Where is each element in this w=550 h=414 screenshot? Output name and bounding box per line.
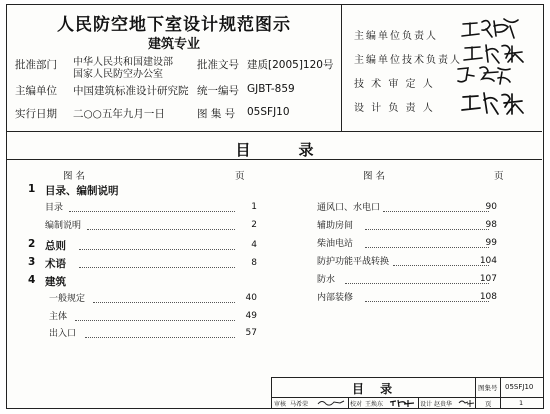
column-header-name-right: 图 名 bbox=[363, 171, 386, 182]
title-block-page-value: 1 bbox=[519, 399, 524, 407]
approval-dept-value-1: 中华人民共和国建设部 bbox=[73, 57, 173, 68]
toc-entry-page: 108 bbox=[479, 292, 497, 302]
section-title: 目录、编制说明 bbox=[45, 185, 119, 197]
title-block-page-label: 页 bbox=[485, 400, 492, 408]
signature-role-3: 技 术 审 定 人 bbox=[354, 79, 435, 90]
unified-no-label: 统一编号 bbox=[197, 85, 239, 97]
dot-leader bbox=[85, 337, 235, 338]
title-block-divider bbox=[500, 378, 501, 409]
approval-dept-label: 批准部门 bbox=[15, 59, 57, 71]
toc-entry-label: 通风口、水电口 bbox=[317, 203, 381, 213]
drawing-sheet bbox=[6, 4, 544, 409]
title-block-atlas-label: 图集号 bbox=[478, 384, 498, 392]
atlas-subtitle: 建筑专业 bbox=[147, 37, 200, 52]
toc-entry-label: 防水 bbox=[317, 275, 336, 285]
toc-entry-label: 编制说明 bbox=[45, 221, 82, 231]
check-name: 王焕东 bbox=[365, 401, 384, 408]
effective-date-value: 二○○五年九月一日 bbox=[73, 108, 165, 120]
review-label: 审核 bbox=[274, 401, 287, 408]
dot-leader bbox=[87, 229, 235, 230]
section-number: 4 bbox=[28, 274, 36, 286]
toc-entry-page: 98 bbox=[485, 220, 497, 230]
header-info bbox=[7, 5, 341, 131]
section-title: 建筑 bbox=[45, 276, 66, 288]
atlas-title: 人民防空地下室设计规范图示 bbox=[57, 15, 291, 35]
toc-divider bbox=[7, 159, 542, 160]
dot-leader bbox=[93, 302, 235, 303]
signature-panel bbox=[341, 5, 543, 131]
title-block bbox=[271, 377, 543, 409]
review-name: 马希荣 bbox=[290, 401, 309, 408]
column-header-name-left: 图 名 bbox=[63, 171, 86, 182]
column-header-page-right: 页 bbox=[494, 171, 504, 182]
review-signature bbox=[316, 398, 346, 408]
unified-no-value: GJBT-859 bbox=[247, 83, 295, 95]
effective-date-label: 实行日期 bbox=[15, 108, 57, 120]
toc-entry-label: 出入口 bbox=[49, 329, 77, 339]
approval-dept-value-2: 国家人民防空办公室 bbox=[73, 69, 163, 80]
toc-entry-label: 内部装修 bbox=[317, 293, 354, 303]
signature-role-1: 主编单位负责人 bbox=[354, 31, 438, 42]
design-name: 赵贵华 bbox=[434, 401, 453, 408]
signature-role-4: 设 计 负 责 人 bbox=[354, 103, 435, 114]
dot-leader bbox=[69, 211, 235, 212]
toc-entry-label: 主体 bbox=[49, 312, 68, 322]
editor-unit-label: 主编单位 bbox=[15, 85, 57, 97]
toc-entry-page: 57 bbox=[245, 328, 257, 338]
approval-doc-label: 批准文号 bbox=[197, 59, 239, 71]
drawing-name: 目 录 bbox=[352, 382, 399, 396]
toc-entry-page: 99 bbox=[485, 238, 497, 248]
handwritten-signature-4 bbox=[460, 87, 526, 119]
toc-entry-label: 柴油电站 bbox=[317, 239, 354, 249]
check-signature bbox=[388, 398, 416, 408]
title-block-divider bbox=[348, 397, 349, 409]
atlas-no-label: 图 集 号 bbox=[197, 108, 236, 120]
section-number: 3 bbox=[28, 256, 36, 268]
atlas-no-value: 05SFJ10 bbox=[247, 106, 290, 118]
toc-entry-page: 1 bbox=[251, 202, 257, 212]
dot-leader bbox=[79, 267, 235, 268]
toc-entry-page: 107 bbox=[479, 274, 497, 284]
column-header-page-left: 页 bbox=[235, 171, 245, 182]
toc-entry-page: 40 bbox=[245, 293, 257, 303]
signature-role-2: 主编单位技术负责人 bbox=[354, 55, 462, 66]
handwritten-signature-1 bbox=[460, 15, 522, 41]
toc-entry-label: 一般规定 bbox=[49, 294, 86, 304]
design-signature bbox=[458, 398, 475, 408]
toc-entry-page: 2 bbox=[251, 220, 257, 230]
section-title: 总则 bbox=[45, 240, 66, 252]
section-number: 2 bbox=[28, 238, 36, 250]
toc-entry-page: 4 bbox=[251, 240, 257, 250]
toc-entry-page: 104 bbox=[479, 256, 497, 266]
check-label: 校对 bbox=[350, 401, 363, 408]
handwritten-signature-3 bbox=[454, 63, 514, 89]
title-block-divider bbox=[475, 378, 476, 409]
approval-doc-value: 建质[2005]120号 bbox=[247, 59, 334, 71]
dot-leader bbox=[79, 249, 235, 250]
toc-entry-label: 辅助房间 bbox=[317, 221, 354, 231]
editor-unit-value: 中国建筑标准设计研究院 bbox=[73, 85, 189, 97]
toc-entry-page: 8 bbox=[251, 258, 257, 268]
title-block-atlas-value: 05SFJ10 bbox=[505, 383, 534, 391]
design-label: 设计 bbox=[420, 401, 433, 408]
header-block bbox=[7, 5, 542, 132]
toc-entry-label: 目录 bbox=[45, 203, 64, 213]
toc-entry-page: 49 bbox=[245, 311, 257, 321]
section-number: 1 bbox=[28, 183, 36, 195]
title-block-divider bbox=[418, 397, 419, 409]
toc-title: 目录 bbox=[235, 141, 362, 159]
toc-entry-label: 防护功能平战转换 bbox=[317, 257, 390, 267]
toc-entry-page: 90 bbox=[485, 202, 497, 212]
dot-leader bbox=[75, 320, 235, 321]
section-title: 术语 bbox=[45, 258, 66, 270]
